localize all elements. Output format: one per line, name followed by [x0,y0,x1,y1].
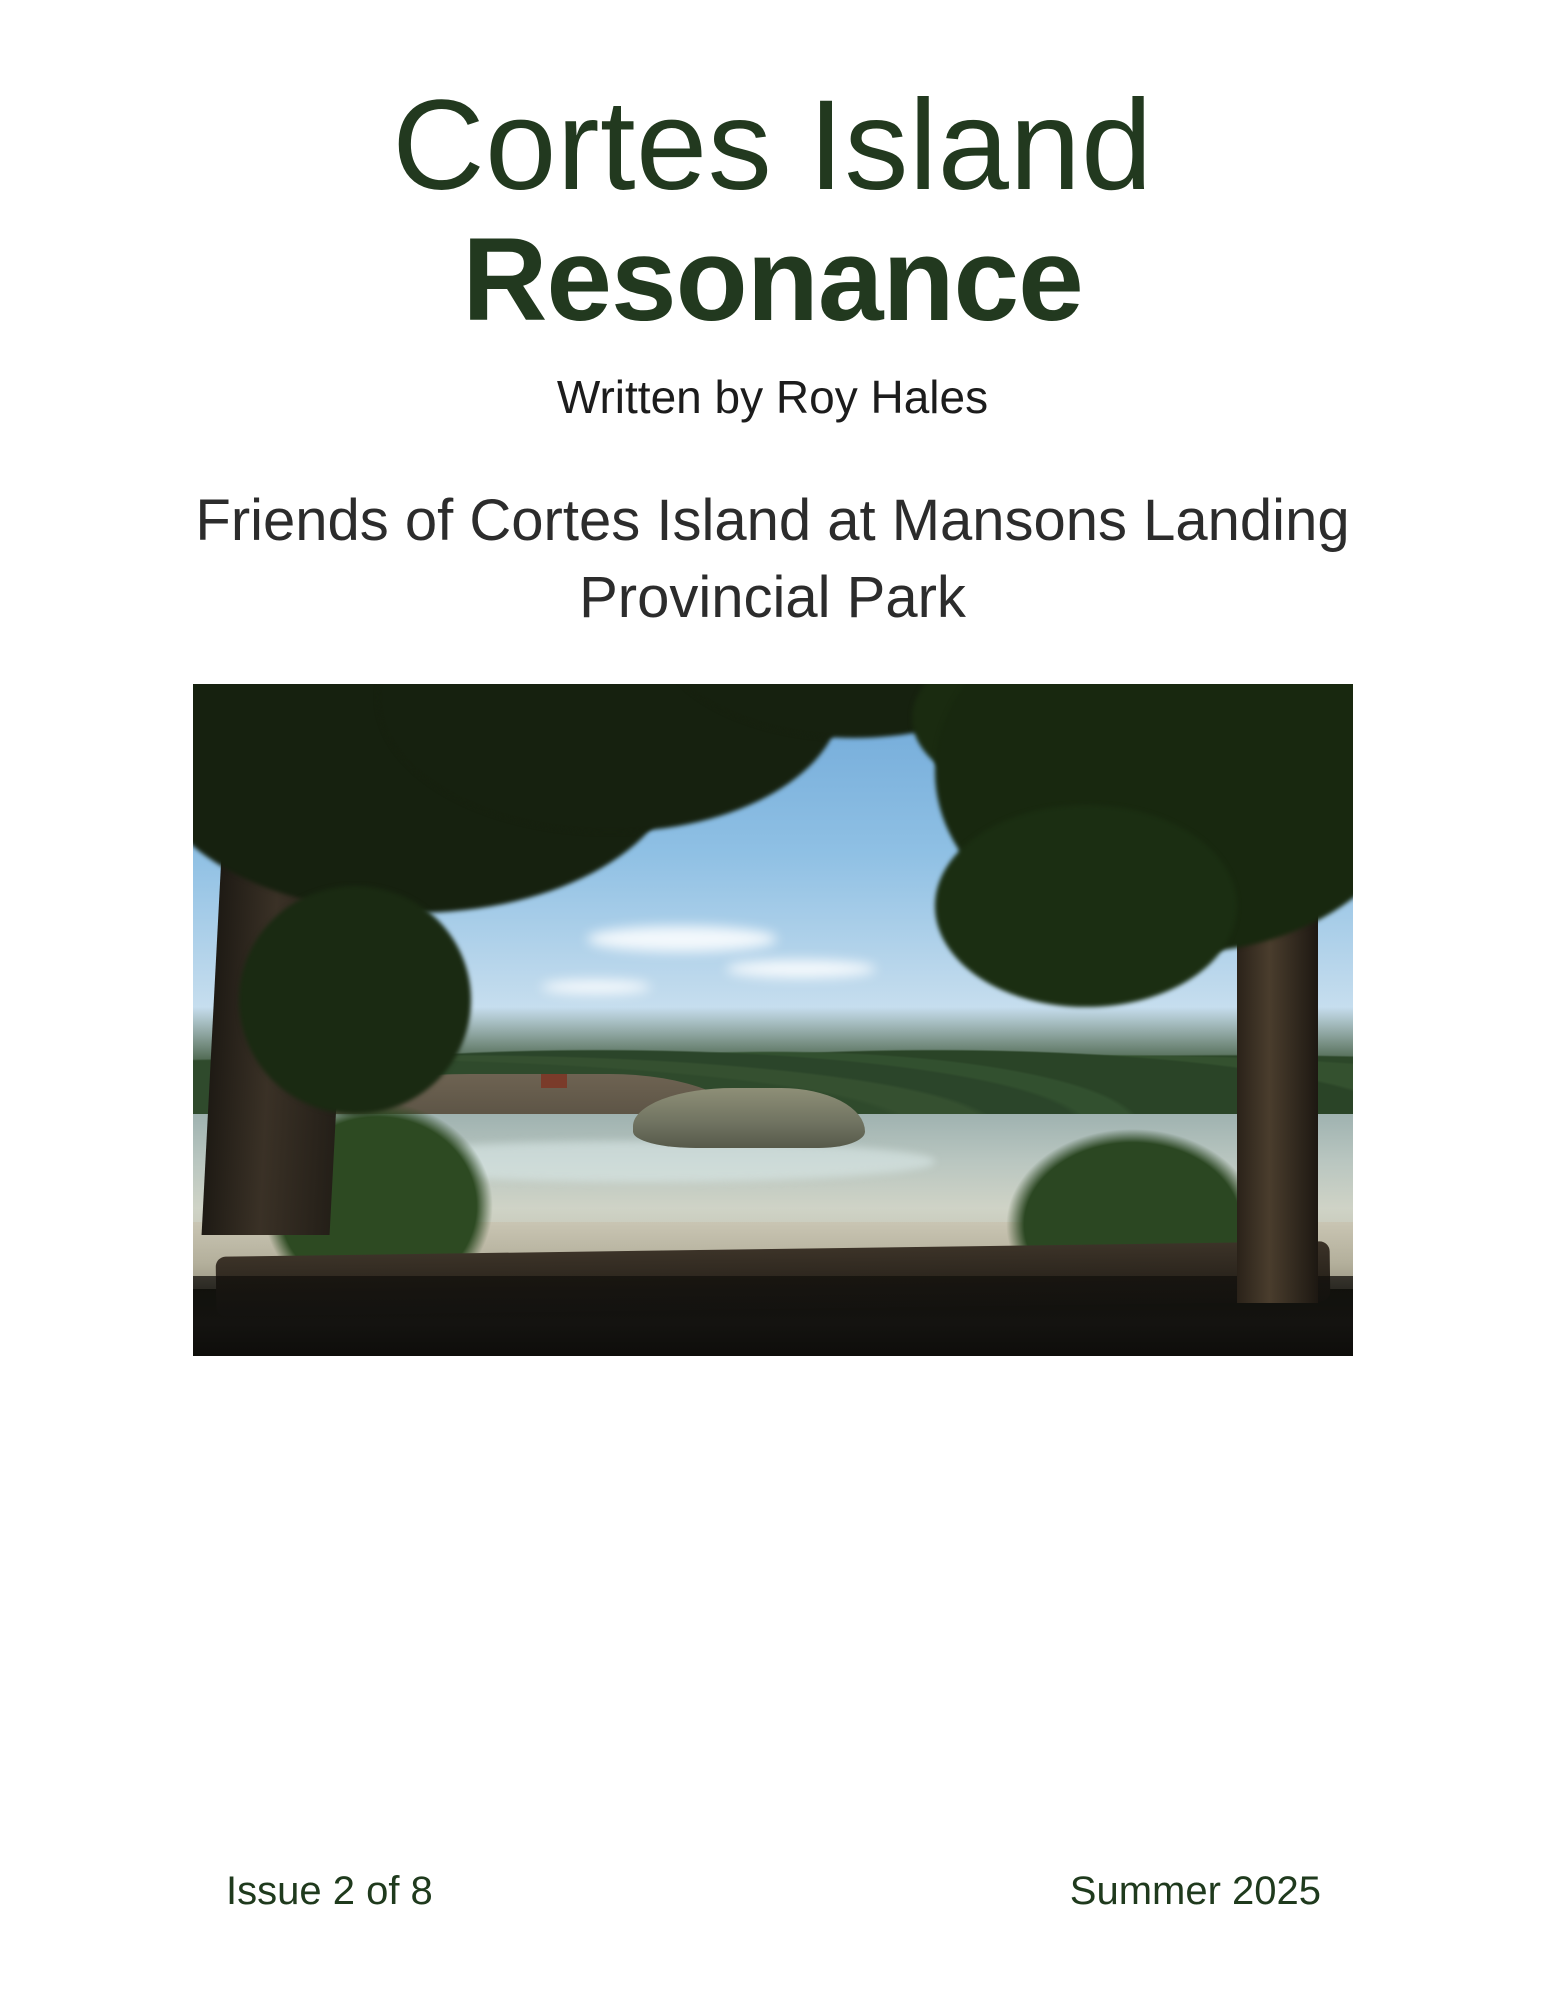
issue-number: Issue 2 of 8 [226,1869,433,1913]
issue-season: Summer 2025 [1069,1869,1321,1913]
publication-name-line2: Resonance [462,214,1083,346]
cabin-shape [541,1074,567,1088]
cover-photo-image [193,684,1353,1356]
page-title: Friends of Cortes Island at Mansons Landing Provincial Park [195,488,1350,631]
foreground-shadow [193,1276,1353,1357]
cloud-shape [726,960,876,978]
cloud-shape [541,980,651,994]
cover-photo [193,684,1353,1356]
cover-footer [0,1869,1545,1914]
rock-island [633,1088,865,1148]
publication-name-line1: Cortes Island [392,74,1153,217]
canopy-foliage [239,886,471,1114]
canopy-foliage [935,805,1237,1007]
masthead [0,0,1545,424]
byline: Written by Roy Hales [556,371,989,424]
